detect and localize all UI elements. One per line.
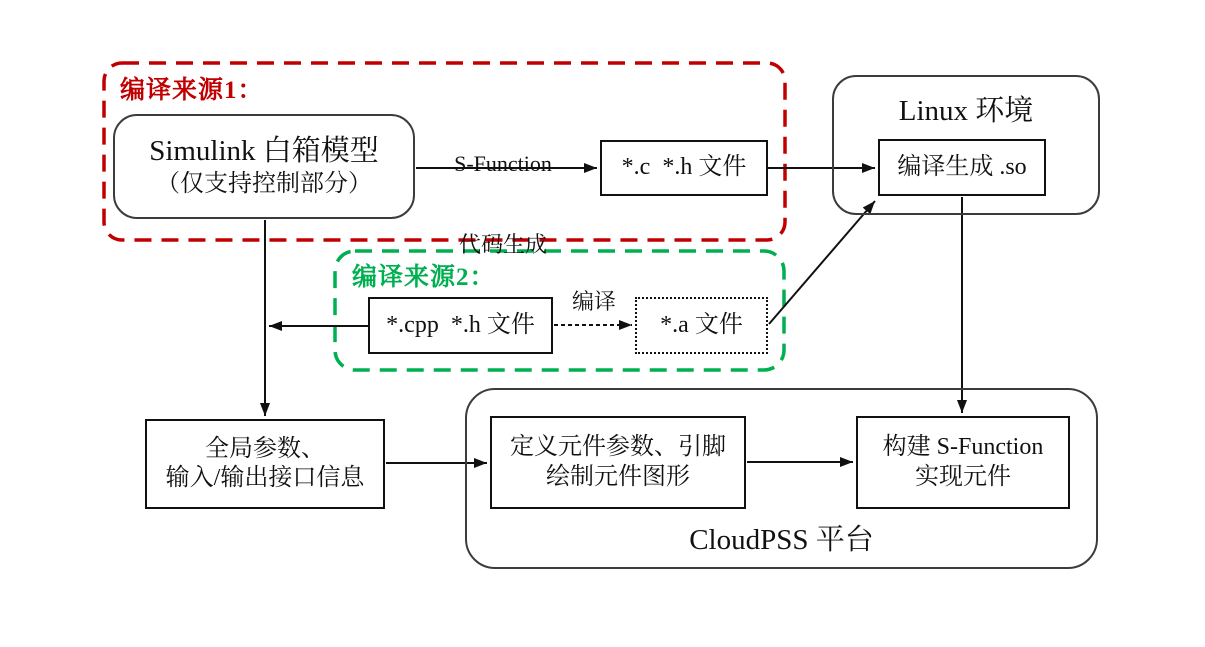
build-sfunction-node xyxy=(856,416,1070,509)
build-sfunction-line1: 构建 S-Function xyxy=(882,434,1044,461)
io-param-line1: 全局参数、 xyxy=(205,435,325,462)
simulink-model-line2: （仅支持控制部分） xyxy=(156,170,372,197)
a-file-label: *.a 文件 xyxy=(660,311,743,338)
c-h-file-node xyxy=(600,140,768,196)
simulink-model-node xyxy=(113,114,415,219)
io-param-line2: 输入/输出接口信息 xyxy=(165,465,365,491)
codegen-arrow-label-line1: S-Function xyxy=(454,151,552,176)
cpp-h-file-node xyxy=(368,297,553,354)
simulink-model-line1: Simulink 白箱模型 xyxy=(149,135,379,168)
source1-group-label: 编译来源1： xyxy=(120,77,264,104)
cloudpss-title: CloudPSS 平台 xyxy=(689,524,874,556)
compile-arrow-label: 编译 xyxy=(571,289,616,314)
io-param-node xyxy=(145,419,385,509)
define-component-node xyxy=(490,416,746,509)
compile-so-label: 编译生成 .so xyxy=(897,153,1027,180)
c-h-file-label: *.c *.h 文件 xyxy=(621,154,747,181)
cpp-h-file-label: *.cpp *.h 文件 xyxy=(386,311,535,338)
codegen-arrow-label xyxy=(428,96,578,312)
codegen-arrow-label-line2: 代码生成 xyxy=(458,232,547,257)
source2-group-label: 编译来源2： xyxy=(352,264,496,291)
arrow-a-file-to-so xyxy=(769,201,875,324)
compile-so-node xyxy=(878,139,1046,196)
define-component-line1: 定义元件参数、引脚 xyxy=(510,434,726,461)
build-sfunction-line2: 实现元件 xyxy=(915,463,1011,490)
define-component-line2: 绘制元件图形 xyxy=(546,463,690,490)
a-file-node xyxy=(635,297,768,354)
linux-env-title: Linux 环境 xyxy=(898,95,1034,127)
